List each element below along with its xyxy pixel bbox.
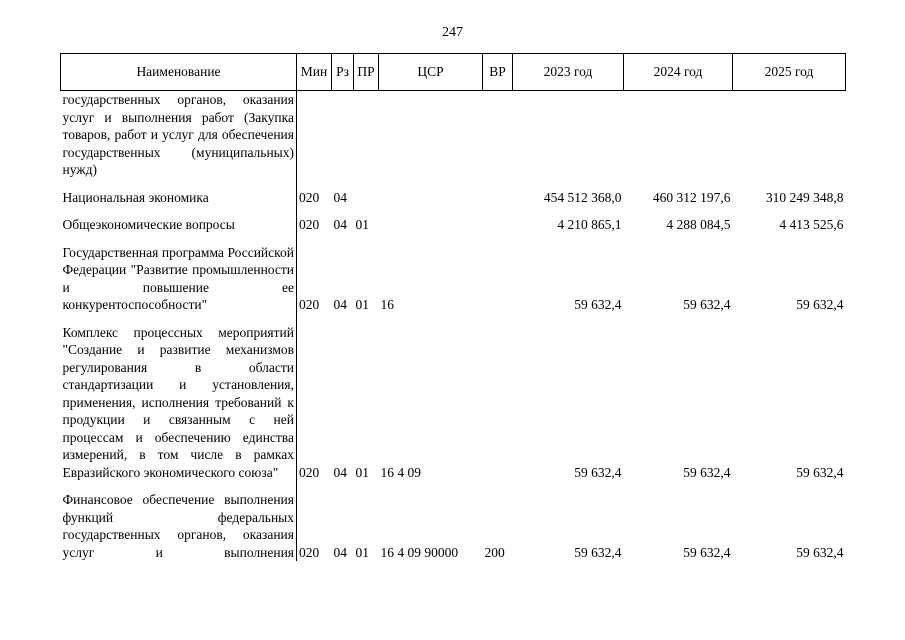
table-header — [61, 54, 846, 91]
row-name: Общеэкономические вопросы — [61, 216, 297, 234]
row-csr — [379, 91, 483, 179]
header-name: Наименование — [61, 54, 297, 91]
row-2024: 59 632,4 — [683, 464, 731, 480]
row-csr: 16 — [380, 297, 394, 312]
row-2025: 59 632,4 — [796, 297, 844, 312]
budget-table — [60, 53, 846, 561]
row-2024: 59 632,4 — [683, 544, 731, 560]
row-2025: 59 632,4 — [796, 464, 844, 480]
row-vr — [483, 324, 513, 482]
row-pr: 01 — [355, 544, 369, 560]
row-2023: 59 632,4 — [574, 544, 622, 560]
row-rz: 04 — [333, 217, 347, 232]
row-csr — [379, 216, 483, 234]
header-2025: 2025 год — [733, 54, 846, 91]
header-2024: 2024 год — [624, 54, 733, 91]
row-vr — [483, 216, 513, 234]
row-gap — [61, 481, 846, 491]
row-2023: 59 632,4 — [574, 297, 622, 312]
row-name: Комплекс процессных мероприятий "Создание и развитие механизмов регулирования в области стандартизации и установления, применения, исполнения требований к продукции и связанным с ней процессам и обеспечению единства измерений, в том числе в рамках Евразийского экономического союза" — [61, 324, 297, 482]
header-pr: ПР — [354, 54, 379, 91]
row-csr: 16 4 09 — [380, 464, 421, 480]
row-min: 020 — [299, 464, 320, 480]
row-2025: 4 413 525,6 — [779, 217, 844, 232]
row-pr — [354, 189, 379, 207]
table-row — [61, 216, 846, 234]
row-2023: 4 210 865,1 — [557, 217, 622, 232]
row-csr — [379, 189, 483, 207]
row-rz: 04 — [333, 544, 347, 560]
row-rz: 04 — [333, 189, 347, 205]
table-row — [61, 189, 846, 207]
row-name: Государственная программа Российской Федерации "Развитие промышленности и повышение ее конкурентоспособности" — [61, 244, 297, 314]
row-rz: 04 — [333, 464, 347, 480]
header-min: Мин — [297, 54, 332, 91]
table-row — [61, 244, 846, 314]
header-row — [61, 54, 846, 91]
row-2024: 460 312 197,6 — [652, 189, 731, 205]
header-rz: Рз — [332, 54, 354, 91]
row-name: Финансовое обеспечение выполнения функций федеральных государственных органов, оказания услуг и выполнения — [61, 491, 297, 561]
row-2025: 310 249 348,8 — [765, 189, 844, 205]
row-name: Национальная экономика — [61, 189, 297, 207]
row-vr: 200 — [484, 544, 505, 560]
table-row — [61, 91, 846, 179]
row-2024: 59 632,4 — [683, 297, 731, 312]
header-vr: ВР — [483, 54, 513, 91]
row-2024 — [624, 91, 733, 179]
row-gap — [61, 179, 846, 189]
row-rz: 04 — [333, 297, 347, 312]
row-pr: 01 — [355, 217, 369, 232]
table-row — [61, 491, 846, 561]
row-csr: 16 4 09 90000 — [380, 544, 459, 560]
row-2023: 59 632,4 — [574, 464, 622, 480]
row-2023: 454 512 368,0 — [543, 189, 622, 205]
row-2024: 4 288 084,5 — [666, 217, 731, 232]
row-vr — [483, 244, 513, 314]
row-min: 020 — [299, 297, 320, 312]
header-2023: 2023 год — [513, 54, 624, 91]
page-number: 247 — [442, 25, 463, 40]
row-vr — [483, 189, 513, 207]
row-2025: 59 632,4 — [796, 544, 844, 560]
table-body — [61, 91, 846, 562]
row-gap — [61, 234, 846, 244]
row-rz — [332, 91, 354, 179]
row-pr — [354, 91, 379, 179]
row-pr: 01 — [355, 297, 369, 312]
row-min: 020 — [299, 189, 320, 205]
row-min: 020 — [299, 217, 320, 232]
row-pr: 01 — [355, 464, 369, 480]
row-gap — [61, 314, 846, 324]
row-min: 020 — [299, 544, 320, 560]
row-gap — [61, 206, 846, 216]
row-name: государственных органов, оказания услуг и выполнения работ (Закупка товаров, работ и услуг для обеспечения государственных (муниципальных) нужд) — [61, 91, 297, 179]
row-2025 — [733, 91, 846, 179]
row-2023 — [513, 91, 624, 179]
table-row — [61, 324, 846, 482]
header-csr: ЦСР — [379, 54, 483, 91]
row-vr — [483, 91, 513, 179]
row-min — [297, 91, 332, 179]
